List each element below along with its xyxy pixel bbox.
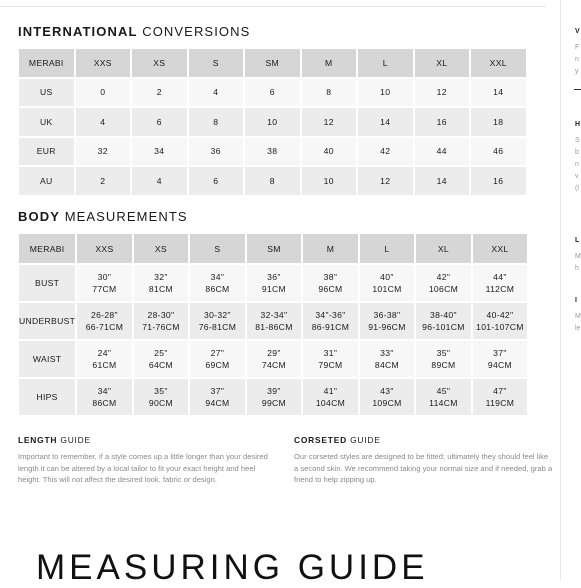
title-bold: CORSETED [294,435,347,445]
length-guide [18,435,278,486]
panel-text-fragment: b [575,149,579,156]
table-row [19,108,526,136]
inch-value: 24" [97,348,112,358]
panel-text-fragment: le [575,325,581,332]
heading-word-1: MEASURING [36,548,284,587]
header-cell: XS [134,234,189,263]
cm-value: 101CM [372,284,402,294]
panel-text-fragment: n [575,161,579,168]
inch-value: 34"-36" [315,310,346,320]
measurement-cell [190,303,245,339]
inch-value: 42" [436,272,451,282]
size-value: 4 [76,108,131,136]
panel-text-fragment: I [575,297,577,304]
panel-text-fragment: H [575,121,581,128]
measurement-cell [360,265,415,301]
inch-value: 36-38" [373,310,401,320]
measuring-guide-heading [36,548,429,588]
measurement-cell [303,303,358,339]
inch-value: 36" [267,272,281,282]
size-value: 40 [302,138,357,166]
measurement-cell [134,379,189,415]
corseted-guide-text: Our corseted styles are designed to be fitted; ultimately they should feel like a second skin. We recommend taking your normal size and if needed, grab a friend to help zipping up. [294,452,553,485]
inch-value: 30" [97,272,112,282]
inch-value: 30-32" [204,310,231,320]
panel-text-fragment: v [575,173,579,180]
cm-value: 66-71CM [85,322,124,332]
header-cell: M [303,234,358,263]
header-cell: SM [245,49,300,77]
right-side-panel [560,0,580,580]
table-row [19,167,526,195]
inch-value: 41" [323,386,338,396]
size-value: 10 [302,167,357,195]
top-divider [0,6,546,7]
inch-value: 45" [436,386,451,396]
table-header-row [19,49,526,77]
table-row [19,303,527,339]
panel-text-fragment: F [575,44,580,51]
inch-value: 27" [210,348,225,358]
size-value: 44 [415,138,470,166]
size-value: 36 [189,138,244,166]
table-row [19,379,527,415]
inch-value: 29" [267,348,281,358]
title-light: GUIDE [60,435,91,445]
measurement-cell [190,341,245,377]
size-value: 2 [132,79,187,107]
header-cell: M [302,49,357,77]
cm-value: 86-91CM [311,322,350,332]
row-label: UK [19,108,74,136]
header-cell: MERABI [19,49,74,77]
cm-value: 84CM [374,360,399,370]
measurement-cell [416,265,471,301]
inch-value: 28-30" [147,310,175,320]
size-value: 2 [76,167,131,195]
cm-value: 99CM [261,398,286,408]
size-value: 4 [132,167,187,195]
size-value: 10 [245,108,300,136]
row-label: AU [19,167,74,195]
cm-value: 94CM [487,360,512,370]
size-value: 4 [189,79,244,107]
inch-value: 38" [323,272,338,282]
body-measurements-table [17,232,529,417]
size-value: 8 [189,108,244,136]
measurement-cell [190,265,245,301]
heading-word-2: GUIDE [297,548,429,587]
size-value: 0 [76,79,131,107]
header-cell: XXS [77,234,132,263]
header-cell: XL [416,234,471,263]
cm-value: 91-96CM [368,322,406,332]
body-measurements-title [18,209,188,224]
inch-value: 31" [323,348,338,358]
inch-value: 47" [493,386,507,396]
panel-text-fragment: (l [575,185,579,192]
measurement-cell [416,341,471,377]
size-value: 14 [471,79,526,107]
measurement-cell [247,341,302,377]
cm-value: 106CM [428,284,459,294]
measurement-cell [360,303,415,339]
cm-value: 114CM [429,398,458,408]
size-value: 16 [415,108,470,136]
length-guide-text: Important to remember, if a style comes up a little longer than your desired length it can be altered by a local tailor to fit your exact height and heel height. This will not affect the desired look, fabric or design. [18,452,268,485]
header-cell: SM [247,234,302,263]
panel-text-fragment: y [575,68,579,75]
cm-value: 81-86CM [255,322,293,332]
size-value: 10 [358,79,413,107]
header-cell: XXS [76,49,131,77]
cm-value: 61CM [92,360,117,370]
inch-value: 32-34" [260,310,288,320]
cm-value: 94CM [205,398,230,408]
measurement-cell [77,341,132,377]
size-value: 34 [132,138,187,166]
inch-value: 35" [436,348,451,358]
header-cell: S [190,234,245,263]
header-cell: XXL [473,234,528,263]
measurement-cell [473,303,528,339]
size-value: 12 [302,108,357,136]
inch-value: 37" [493,348,507,358]
measurement-cell [77,303,132,339]
inch-value: 34" [97,386,112,396]
cm-value: 109CM [372,398,402,408]
size-value: 6 [189,167,244,195]
title-light: GUIDE [350,435,381,445]
header-cell: XXL [471,49,526,77]
header-cell: L [358,49,413,77]
cm-value: 112CM [485,284,515,294]
inch-value: 35" [154,386,168,396]
size-value: 6 [132,108,187,136]
international-conversions-table [17,47,528,197]
size-value: 14 [415,167,470,195]
size-value: 16 [471,167,526,195]
measurement-cell [303,341,358,377]
inch-value: 26-28" [91,310,118,320]
panel-text-fragment: S [575,137,580,144]
header-cell: XL [415,49,470,77]
corseted-guide-title [294,435,554,445]
measurement-cell [134,341,189,377]
panel-text-fragment: M [575,253,581,260]
cm-value: 96CM [318,284,343,294]
cm-value: 104CM [315,398,346,408]
title-bold: LENGTH [18,435,58,445]
header-cell: MERABI [19,234,75,263]
cm-value: 89CM [431,360,456,370]
measurement-cell [303,265,358,301]
size-value: 12 [415,79,470,107]
size-value: 42 [358,138,413,166]
panel-text-fragment: M [575,313,581,320]
table-row [19,265,527,301]
inch-value: 38-40" [430,310,457,320]
panel-text-fragment: n [575,56,579,63]
header-cell: L [360,234,415,263]
corseted-guide [294,435,554,486]
panel-scroll-bar [574,89,581,90]
panel-text-fragment: h [575,265,579,272]
measurement-cell [134,303,189,339]
cm-value: 64CM [148,360,173,370]
measurement-cell [77,265,132,301]
inch-value: 33" [380,348,394,358]
size-value: 14 [358,108,413,136]
size-value: 38 [245,138,300,166]
cm-value: 81CM [148,284,173,294]
measurement-cell [473,379,528,415]
table-row [19,341,527,377]
title-light: MEASUREMENTS [64,209,188,224]
panel-text-fragment: V [575,28,580,35]
row-label: US [19,79,74,107]
inch-value: 34" [210,272,225,282]
size-value: 12 [358,167,413,195]
cm-value: 74CM [261,360,286,370]
international-conversions-title [18,24,250,39]
inch-value: 40" [380,272,394,282]
measurement-cell [473,341,528,377]
table-row [19,138,526,166]
cm-value: 86CM [92,398,117,408]
inch-value: 37" [210,386,225,396]
title-bold: INTERNATIONAL [18,24,138,39]
inch-value: 39" [267,386,281,396]
cm-value: 101-107CM [476,322,524,332]
measurement-cell [360,341,415,377]
row-label: HIPS [19,379,75,415]
row-label: UNDERBUST [19,303,75,339]
cm-value: 91CM [261,284,286,294]
cm-value: 79CM [318,360,343,370]
measurement-cell [134,265,189,301]
inch-value: 40-42" [486,310,514,320]
cm-value: 77CM [92,284,117,294]
size-value: 18 [471,108,526,136]
measurement-cell [77,379,132,415]
cm-value: 119CM [485,398,515,408]
measurement-cell [416,303,471,339]
row-label: EUR [19,138,74,166]
table-header-row [19,234,527,263]
cm-value: 76-81CM [198,322,237,332]
row-label: WAIST [19,341,75,377]
measurement-cell [416,379,471,415]
cm-value: 96-101CM [422,322,465,332]
cm-value: 90CM [148,398,173,408]
header-cell: XS [132,49,187,77]
size-value: 8 [302,79,357,107]
size-value: 6 [245,79,300,107]
measurement-cell [247,303,302,339]
row-label: BUST [19,265,75,301]
measurement-cell [360,379,415,415]
title-light: CONVERSIONS [142,24,251,39]
size-value: 46 [471,138,526,166]
inch-value: 32" [154,272,168,282]
measurement-cell [303,379,358,415]
table-row [19,79,526,107]
cm-value: 71-76CM [142,322,180,332]
cm-value: 69CM [205,360,230,370]
measurement-cell [247,379,302,415]
header-cell: S [189,49,244,77]
title-bold: BODY [18,209,60,224]
measurement-cell [247,265,302,301]
inch-value: 44" [493,272,507,282]
size-value: 32 [76,138,131,166]
length-guide-title [18,435,278,445]
inch-value: 25" [154,348,168,358]
measurement-cell [473,265,528,301]
size-value: 8 [245,167,300,195]
inch-value: 43" [380,386,394,396]
panel-text-fragment: L [575,237,580,244]
measurement-cell [190,379,245,415]
cm-value: 86CM [205,284,230,294]
